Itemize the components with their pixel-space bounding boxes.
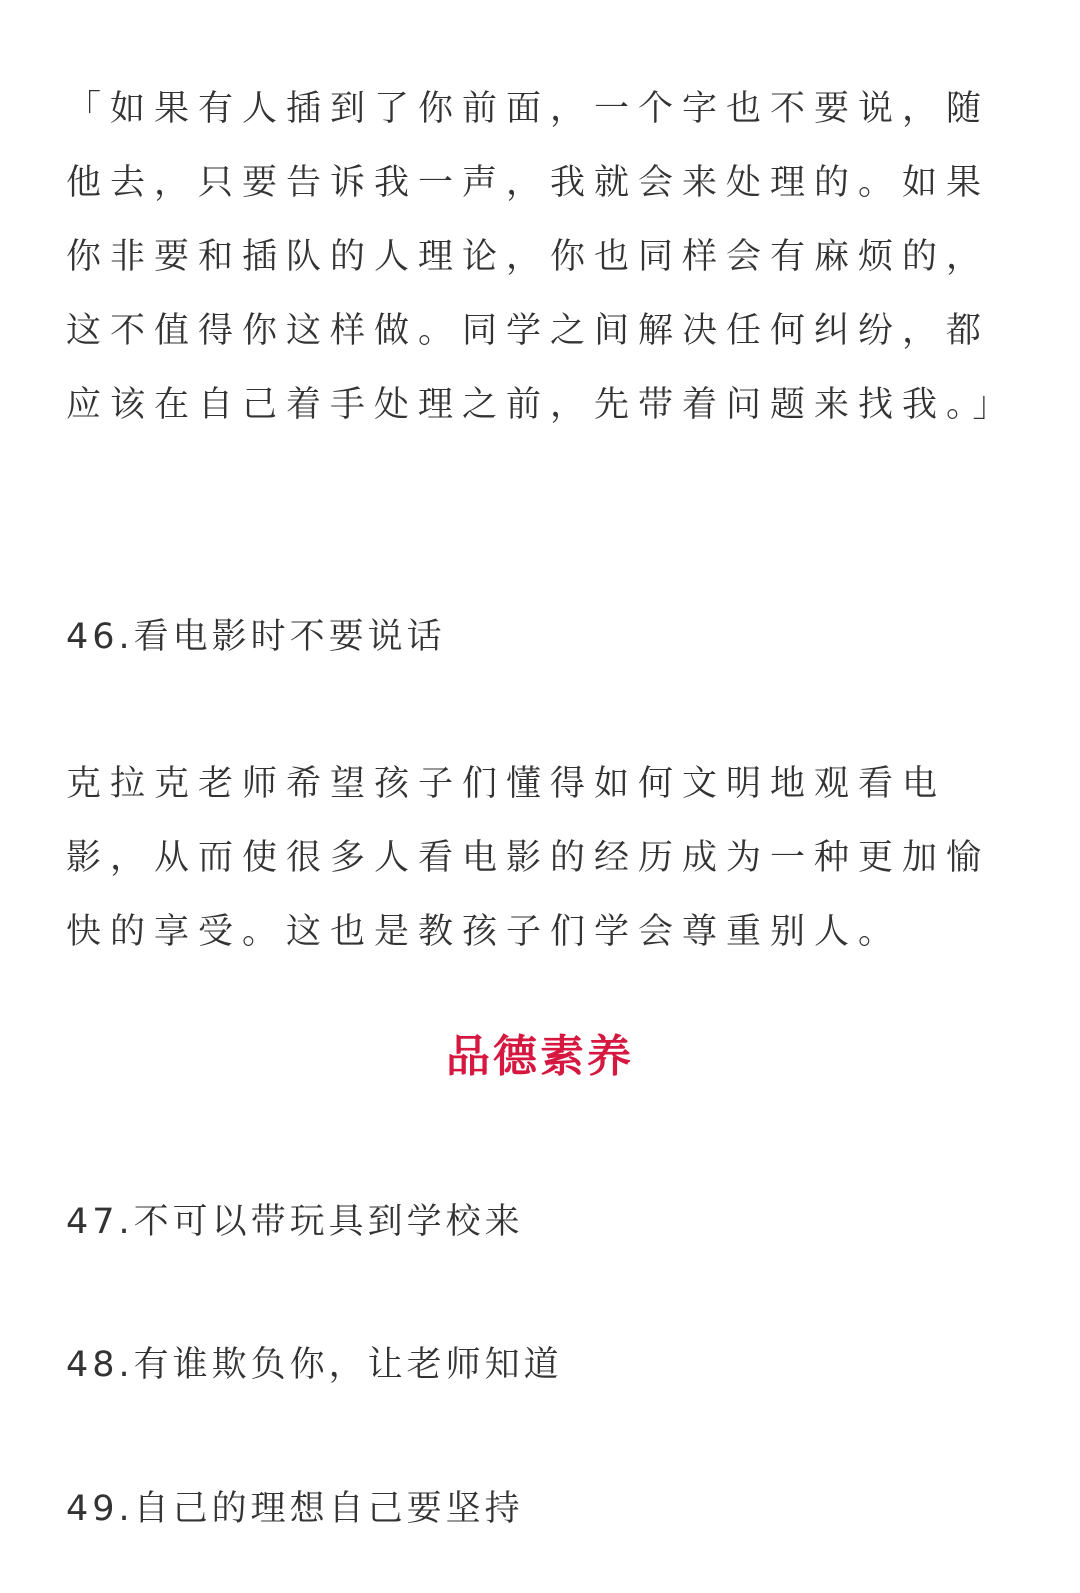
- rule-46-title: 46.看电影时不要说话: [66, 617, 446, 657]
- rule-49-title: 49.自己的理想自己要坚持: [66, 1489, 524, 1529]
- section-title: 品德素养: [446, 1031, 634, 1082]
- quote-paragraph: 「如果有人插到了你前面，一个字也不要说，随他去，只要告诉我一声，我就会来处理的。如果你非要和插队的人理论，你也同样会有麻烦的，这不值得你这样做。同学之间解决任何纠纷，都应该在自己着手处理之前，先带着问题来找我。」: [66, 89, 1017, 425]
- rule-47-title: 47.不可以带玩具到学校来: [66, 1202, 524, 1242]
- rule-46-body: 克拉克老师希望孩子们懂得如何文明地观看电影，从而使很多人看电影的经历成为一种更加愉快的享受。这也是教孩子们学会尊重别人。: [66, 764, 991, 952]
- rule-48-title: 48.有谁欺负你，让老师知道: [66, 1345, 563, 1385]
